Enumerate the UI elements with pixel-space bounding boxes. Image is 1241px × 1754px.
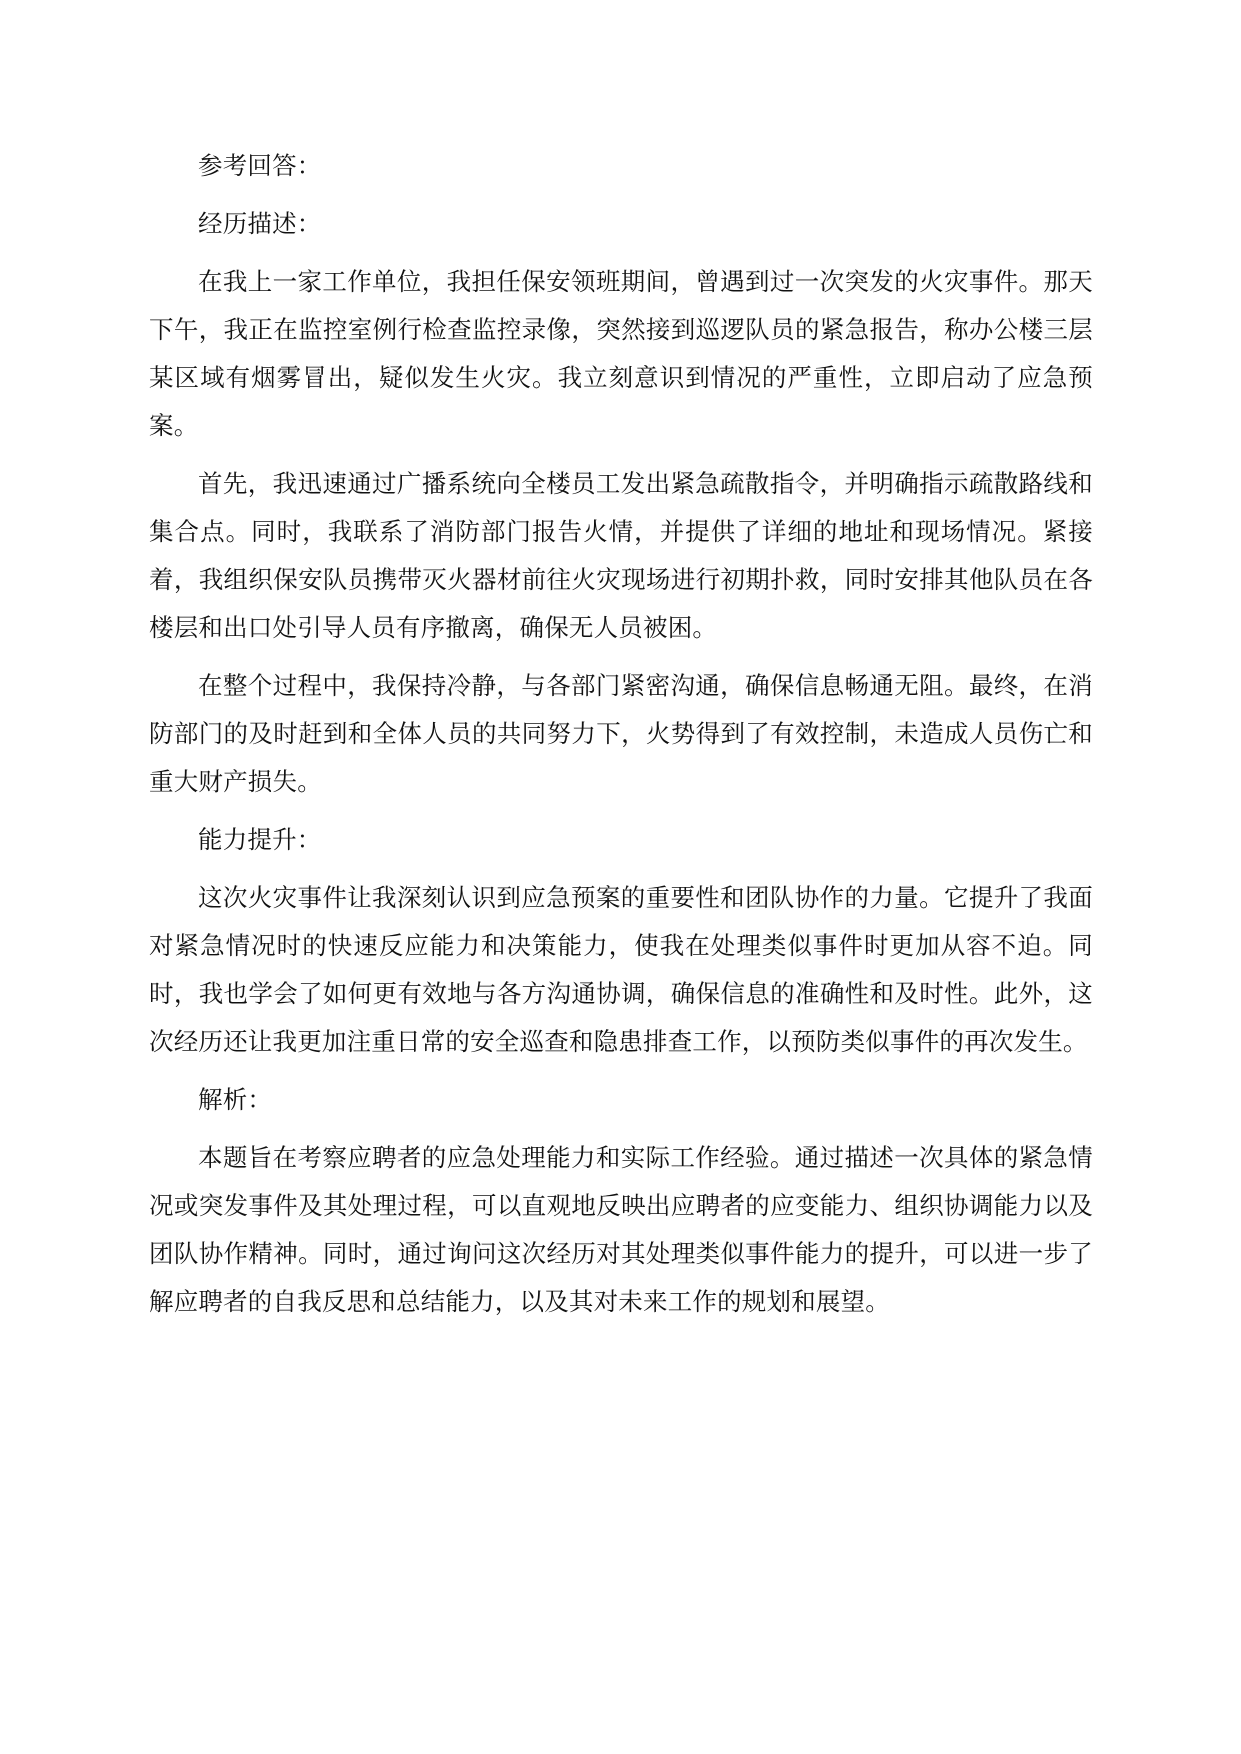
improvement-paragraph: 这次火灾事件让我深刻认识到应急预案的重要性和团队协作的力量。它提升了我面对紧急情况时的快速反应能力和决策能力，使我在处理类似事件时更加从容不迫。同时，我也学会了如何更有效地与各方沟通协调，确保信息的准确性和及时性。此外，这次经历还让我更加注重日常的安全巡查和隐患排查工作，以预防类似事件的再次发生。 (149, 883, 1093, 1056)
reference-answer-heading: 参考回答： (198, 151, 322, 180)
experience-heading: 经历描述： (198, 209, 322, 238)
analysis-paragraph: 本题旨在考察应聘者的应急处理能力和实际工作经验。通过描述一次具体的紧急情况或突发事件及其处理过程，可以直观地反映出应聘者的应变能力、组织协调能力以及团队协作精神。同时，通过询问这次经历对其处理类似事件能力的提升，可以进一步了解应聘者的自我反思和总结能力，以及其对未来工作的规划和展望。 (149, 1143, 1093, 1316)
experience-paragraph-1: 在我上一家工作单位，我担任保安领班期间，曾遇到过一次突发的火灾事件。那天下午，我正在监控室例行检查监控录像，突然接到巡逻队员的紧急报告，称办公楼三层某区域有烟雾冒出，疑似发生火灾。我立刻意识到情况的严重性，立即启动了应急预案。 (149, 267, 1093, 440)
document-body (149, 142, 1093, 1336)
experience-paragraph-2: 首先，我迅速通过广播系统向全楼员工发出紧急疏散指令，并明确指示疏散路线和集合点。同时，我联系了消防部门报告火情，并提供了详细的地址和现场情况。紧接着，我组织保安队员携带灭火器材前往火灾现场进行初期扑救，同时安排其他队员在各楼层和出口处引导人员有序撤离，确保无人员被困。 (149, 469, 1093, 642)
improvement-heading: 能力提升： (198, 825, 322, 854)
analysis-heading: 解析： (198, 1085, 273, 1114)
experience-paragraph-3: 在整个过程中，我保持冷静，与各部门紧密沟通，确保信息畅通无阻。最终，在消防部门的及时赶到和全体人员的共同努力下，火势得到了有效控制，未造成人员伤亡和重大财产损失。 (149, 671, 1093, 796)
